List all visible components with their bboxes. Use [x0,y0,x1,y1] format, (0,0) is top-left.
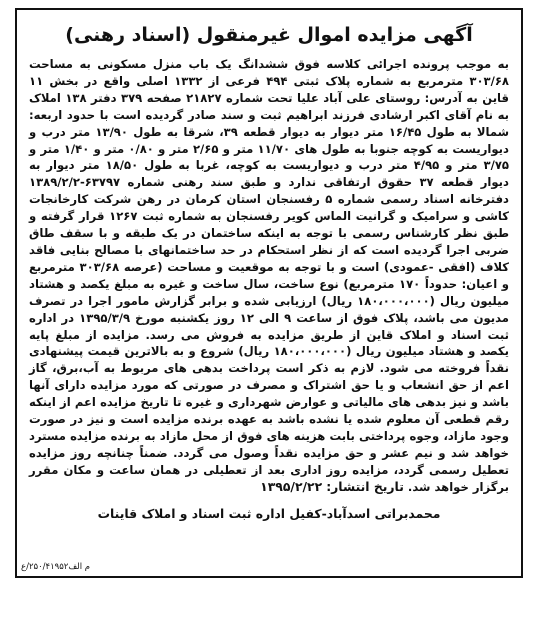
publication-date: ۱۳۹۵/۲/۲۲ [260,478,323,494]
notice-body-text: به موجب پرونده اجرائی کلاسه فوق ششدانگ یک باب منزل مسکونی به مساحت ۳۰۳/۶۸ مترمربع به شماره پلاک ثبتی ۴۹۴ فرعی از ۱۳۳۲ اصلی واقع در بخش ۱۱ قاین به آدرس: روستای علی آباد علیا تحت شماره ۲۱۸۲۷ صفحه ۳۷۹ دفتر ۱۳۸ املاک به نام آقای اکبر ارشادی فرزند ابراهیم ثبت و سند صادر گردیده است با حدود اربعه: شمالا به طول ۱۶/۴۵ متر دیوار به دیوار قطعه ۳۹، شرقا به طول ۱۳/۹۰ متر درب و دیواریست به کوچه جنوبا به طول های ۱۱/۷۰ متر و ۲/۶۵ متر و ۰/۸۰ متر و ۱/۴۰ متر و ۳/۷۵ متر و ۴/۹۵ متر درب و دیواریست به کوچه، غربا به طول ۱۸/۵۰ متر دیوار به دیوار قطعه ۳۷ حقوق ارتفاقی ندارد و طبق سند رهنی شماره ۶۳۷۹۷-۱۳۸۹/۲/۲ دفترخانه اسناد رسمی شماره ۵ رفسنجان استان کرمان در رهن شرکت کارخانجات کاشی و سرامیک و گرانیت الماس کویر رفسنجان به شماره ثبت ۱۲۶۷ قرار گرفته و طبق نظر کارشناس رسمی با توجه به اینکه ساختمان در یک طبقه و با سقف طاق ضربی اجرا گردیده است که از نظر استحکام در حد ساختمانهای با مصالح بنایی فاقد کلاف (افقی -عمودی) است و با توجه به موقعیت و مساحت (عرصه ۳۰۳/۶۸ مترمربع و اعیان: حدوداً ۱۷۰ مترمربع) نوع ساخت، سال ساخت و غیره به مبلغ یکصد و هشتاد میلیون ریال (۱۸۰،۰۰۰،۰۰۰ ریال) ارزیابی شده و برابر گزارش مامور اجرا در تصرف مدیون می باشد، پلاک فوق از ساعت ۹ الی ۱۲ روز یکشنبه مورخ ۱۳۹۵/۳/۹ در اداره ثبت اسناد و املاک قاین از طریق مزایده به فروش می رسد. مزایده از مبلغ پایه یکصد و هشتاد میلیون ریال (۱۸۰،۰۰۰،۰۰۰ ریال) شروع و به بالاترین قیمت پیشنهادی نقداً فروخته می شود. لازم به ذکر است پرداخت بدهی های مربوط به آب،برق، گاز اعم از حق انشعاب و یا حق اشتراک و مصرف در صورتی که مورد مزایده دارای آنها باشد و نیز بدهی های مالیاتی و عوارض شهرداری و غیره تا تاریخ مزایده اعم از اینکه رقم قطعی آن معلوم شده یا نشده باشد به عهده برنده مزایده است و نیز در صورت وجود مازاد، وجوه پرداختی بابت هزینه های فوق از محل مازاد به برنده مزایده مسترد خواهد شد و نیم عشر و حق مزایده نقداً وصول می گردد. ضمناً چنانچه روز مزایده تعطیل رسمی گردد، مزایده روز اداری بعد از تعطیلی در همان ساعت و مکان مقرر برگزار خواهد شد. [29,57,510,494]
notice-signature: محمدبراتی اسدآباد-کفیل اداره ثبت اسناد و املاک قاینات [97,505,441,521]
notice-frame [15,8,523,578]
publication-date-label: تاریخ انتشار: [326,478,404,494]
notice-title: آگهی مزایده اموال غیرمنقول (اسناد رهنی) [65,24,473,46]
notice-body [29,56,509,496]
reference-code: م الف۲۵۰/۴۱۹۵۲/ع [21,562,91,572]
